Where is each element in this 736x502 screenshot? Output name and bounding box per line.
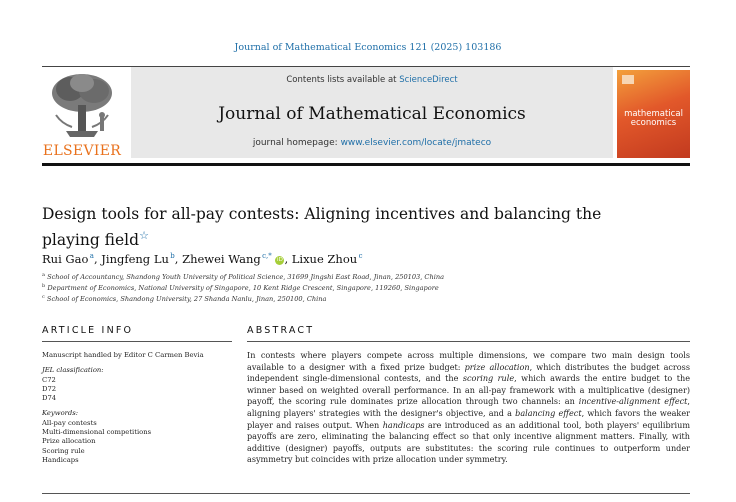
jel-label: JEL classification: [42, 366, 104, 375]
abstract-text: , which favors the weaker player and raises output. When [247, 407, 690, 430]
header-top-rule [42, 66, 690, 67]
author-name[interactable]: Lixue Zhou [291, 252, 358, 266]
homepage-link[interactable]: www.elsevier.com/locate/jmateco [340, 138, 492, 148]
affiliation-text: School of Accountancy, Shandong Youth University of Political Science, 31699 Jingshi East Road, Jinan, 250103, China [47, 273, 445, 282]
author-list: Rui Gao $^a$, Jingfeng Lu $^b$, Zhewei Wang $^{c,*}$ iD , Lixue Zhou $^c$ [42, 252, 363, 266]
abstract-heading: ABSTRACT [247, 325, 315, 336]
paper-title-text: Design tools for all-pay contests: Aligning incentives and balancing the playing field [42, 205, 602, 250]
affiliation-text: Department of Economics, National University of Singapore, 10 Kent Ridge Crescent, Singapore, 119260, Singapore [47, 284, 439, 293]
bottom-rule [42, 493, 690, 494]
cover-title [617, 110, 690, 128]
abstract-term: balancing effect [515, 407, 582, 418]
abstract-term: prize allocation [464, 361, 530, 372]
cover-elsevier-mark [622, 75, 634, 84]
keyword: Handicaps [42, 455, 79, 464]
handling-editor: Manuscript handled by Editor C Carmen Bevia [42, 351, 204, 359]
sciencedirect-link[interactable]: ScienceDirect [399, 75, 458, 85]
elsevier-tree-logo [42, 71, 122, 143]
affiliation-marker: b [42, 283, 46, 289]
journal-header [42, 66, 690, 164]
author-name[interactable]: Zhewei Wang [182, 252, 261, 266]
affiliation [42, 272, 444, 281]
article-info-rule [42, 341, 232, 342]
paper-title [42, 204, 602, 251]
author-affil-marker[interactable]: b [170, 252, 175, 261]
abstract-term: incentive-alignment effect [578, 396, 688, 407]
homepage-line [131, 138, 613, 148]
jel-code: D74 [42, 394, 57, 403]
author-name[interactable]: Rui Gao [42, 252, 89, 266]
abstract-text: , which awards the entire budget to the winner based on weighted overall performance. In an all-pay framework with a multiplicative (designer) payoff, the scoring rule dominates prize allocation through two channels: an [247, 373, 690, 407]
abstract-body [247, 350, 690, 466]
journal-cover-thumbnail[interactable] [617, 70, 690, 158]
contents-prefix: Contents lists available at [286, 75, 400, 85]
author-affil-marker[interactable]: c [358, 252, 363, 261]
keyword: Prize allocation [42, 437, 96, 446]
abstract-text: , which distributes the budget across independent single-dimensional contests, and the [247, 361, 690, 384]
journal-citation[interactable]: Journal of Mathematical Economics 121 (2025) 103186 [234, 42, 502, 53]
cover-title-line2: economics [630, 118, 677, 128]
header-bottom-rule [42, 163, 690, 166]
abstract-text: , aligning players' strategies with the designer's objective, and a [247, 396, 690, 418]
author-affil-marker[interactable]: c,* [262, 252, 272, 261]
homepage-prefix: journal homepage: [252, 138, 341, 148]
abstract-term: scoring rule [462, 373, 515, 384]
author-affil-marker[interactable]: a [89, 252, 94, 261]
orcid-icon[interactable]: iD [277, 257, 283, 263]
abstract-text: are introduced as an additional tool, both players' equilibrium payoffs are zero, eliminating the balancing effect so that only incentive alignment matters. Finally, with additive (designer) payoffs, outputs are substitutes: the scoring rule continues to outperform under asymmetry but coincides with prize allocation under symmetry. [247, 419, 691, 465]
cover-title-line1: mathematical [624, 109, 683, 119]
jel-code: C72 [42, 375, 56, 384]
article-info-column [42, 351, 232, 465]
affiliation-marker: c [42, 294, 45, 300]
affiliation-text: School of Economics, Shandong University, 27 Shanda Nanlu, Jinan, 250100, China [46, 295, 327, 304]
affiliation [42, 294, 326, 303]
journal-masthead [131, 66, 613, 158]
jel-code: D72 [42, 384, 57, 393]
affiliation-marker: a [42, 272, 45, 278]
keyword: Scoring rule [42, 446, 85, 455]
elsevier-logo[interactable] [42, 71, 122, 161]
contents-line [131, 75, 613, 85]
star-icon[interactable]: ☆ [139, 229, 149, 242]
abstract-text: In contests where players compete across multiple dimensions, we compare two main design tools available to a designer with a fixed prize budget: [247, 350, 690, 372]
keyword: Multi-dimensional competitions [42, 428, 152, 437]
elsevier-wordmark: ELSEVIER [42, 143, 122, 159]
affiliation [42, 283, 439, 292]
keyword: All-pay contests [42, 418, 97, 427]
article-info-heading: ARTICLE INFO [42, 325, 134, 336]
abstract-term: handicaps [382, 419, 425, 430]
abstract-rule [247, 341, 690, 342]
author-name[interactable]: Jingfeng Lu [101, 252, 169, 266]
keywords-label: Keywords: [42, 409, 79, 418]
journal-title: Journal of Mathematical Economics [218, 104, 526, 124]
